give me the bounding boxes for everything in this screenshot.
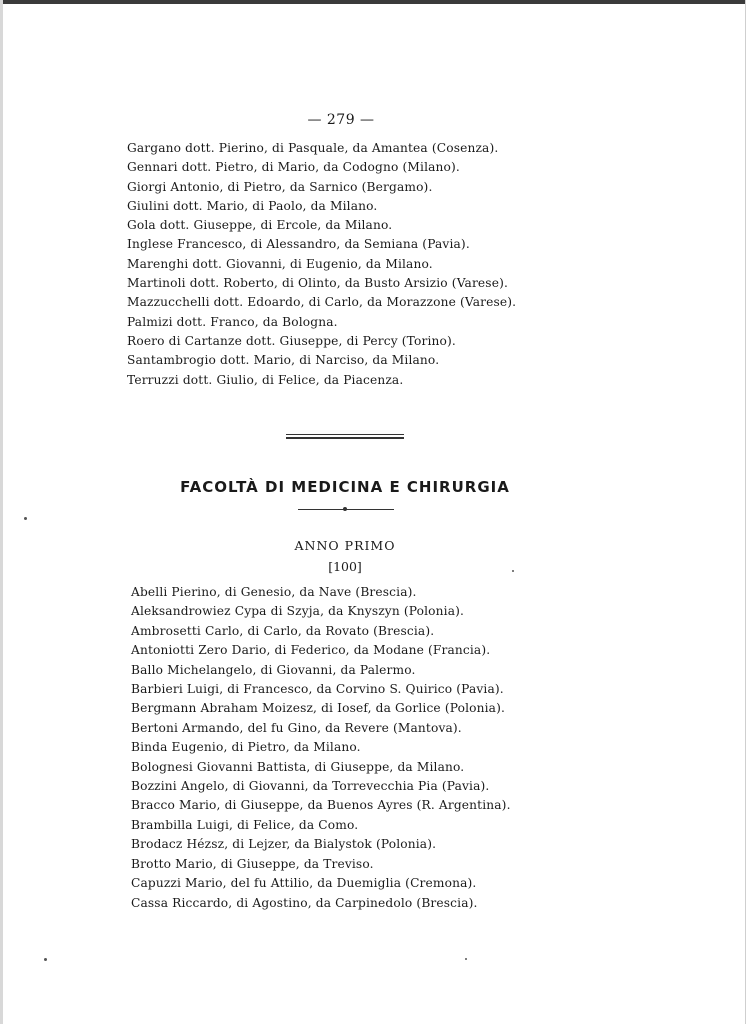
first-year-name-list (131, 583, 511, 913)
page-number: — 279 — (307, 112, 375, 128)
list-item: Santambrogio dott. Mario, di Narciso, da Milano. (127, 353, 440, 368)
list-item: Barbieri Luigi, di Francesco, da Corvino S. Quirico (Pavia). (131, 682, 504, 697)
scan-speck (465, 958, 467, 960)
list-item: Abelli Pierino, di Genesio, da Nave (Brescia). (131, 585, 417, 599)
list-item: Martinoli dott. Roberto, di Olinto, da Busto Arsizio (Varese). (127, 276, 508, 291)
list-item: Giulini dott. Mario, di Paolo, da Milano. (127, 198, 378, 213)
list-item: Gargano dott. Pierino, di Pasquale, da Amantea (Cosenza). (127, 141, 499, 155)
scan-speck (512, 570, 514, 572)
list-item: Bozzini Angelo, di Giovanni, da Torrevecchia Pia (Pavia). (131, 779, 490, 794)
list-item: Bertoni Armando, del fu Gino, da Revere (Mantova). (131, 720, 462, 735)
list-item: Marenghi dott. Giovanni, di Eugenio, da Milano. (127, 256, 433, 271)
list-item: Ballo Michelangelo, di Giovanni, da Palermo. (131, 662, 416, 677)
list-item: Capuzzi Mario, del fu Attilio, da Duemiglia (Cremona). (131, 876, 477, 891)
student-count: [100] (328, 559, 362, 574)
scan-right-edge (745, 0, 752, 1024)
list-item: Gennari dott. Pietro, di Mario, da Codogno (Milano). (127, 160, 460, 175)
list-item: Palmizi dott. Franco, da Bologna. (127, 314, 338, 329)
section-title: FACOLTÀ DI MEDICINA E CHIRURGIA (180, 478, 510, 496)
list-item: Bolognesi Giovanni Battista, di Giuseppe, da Milano. (131, 759, 465, 774)
list-item: Ambrosetti Carlo, di Carlo, da Rovato (Brescia). (131, 623, 435, 638)
list-item: Antoniotti Zero Dario, di Federico, da Modane (Francia). (131, 643, 491, 658)
title-underline-ornament (343, 507, 347, 511)
list-item: Aleksandrowiez Cypa di Szyja, da Knyszyn (Polonia). (131, 604, 465, 619)
list-item: Bergmann Abraham Moizesz, di Iosef, da Gorlice (Polonia). (131, 701, 505, 716)
scan-left-edge (0, 0, 3, 1024)
list-item: Brotto Mario, di Giuseppe, da Treviso. (131, 856, 374, 871)
scan-speck (24, 517, 27, 520)
list-item: Cassa Riccardo, di Agostino, da Carpinedolo (Brescia). (131, 895, 478, 910)
scan-top-edge (0, 0, 752, 4)
list-item: Bracco Mario, di Giuseppe, da Buenos Ayres (R. Argentina). (131, 798, 511, 813)
list-item: Gola dott. Giuseppe, di Ercole, da Milano. (127, 218, 393, 233)
list-item: Giorgi Antonio, di Pietro, da Sarnico (Bergamo). (127, 179, 433, 194)
list-item: Binda Eugenio, di Pietro, da Milano. (131, 740, 361, 755)
list-item: Terruzzi dott. Giulio, di Felice, da Piacenza. (127, 372, 404, 387)
previous-name-list (127, 139, 516, 390)
list-item: Roero di Cartanze dott. Giuseppe, di Percy (Torino). (127, 333, 456, 348)
list-item: Inglese Francesco, di Alessandro, da Semiana (Pavia). (127, 237, 470, 252)
section-divider (286, 434, 404, 439)
scan-speck (44, 958, 47, 961)
list-item: Mazzucchelli dott. Edoardo, di Carlo, da Morazzone (Varese). (127, 295, 517, 310)
list-item: Brambilla Luigi, di Felice, da Como. (131, 817, 359, 832)
list-item: Brodacz Hézsz, di Lejzer, da Bialystok (Polonia). (131, 837, 437, 852)
year-heading: ANNO PRIMO (294, 538, 396, 553)
